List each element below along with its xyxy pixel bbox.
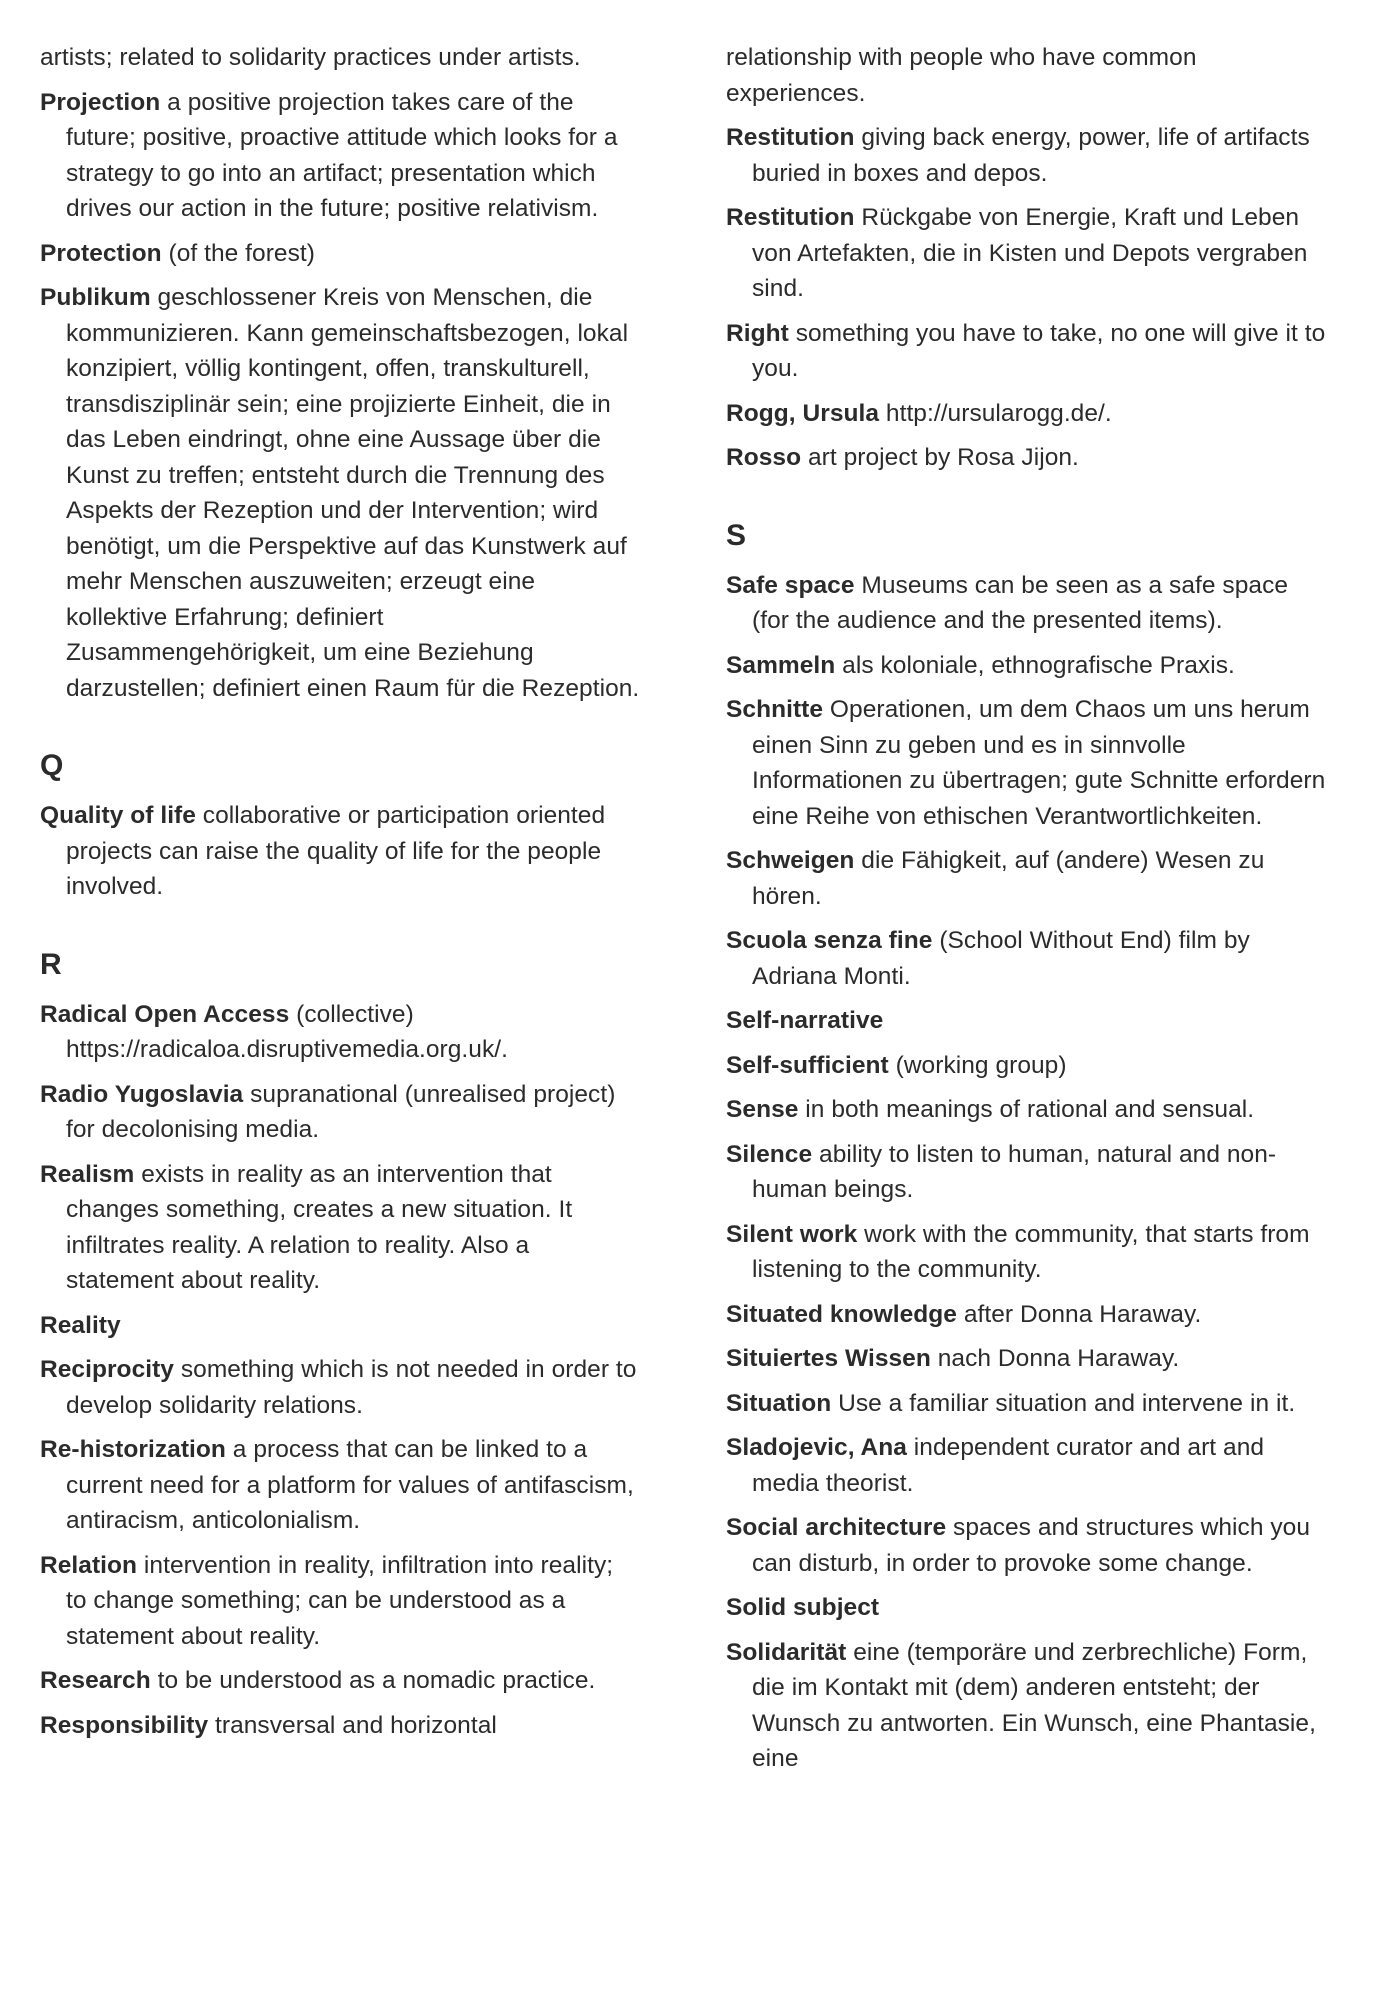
entry-term: Sammeln — [726, 651, 836, 679]
entry-term: Radical Open Access — [40, 1000, 290, 1028]
entry-definition: something you have to take, no one will give it to you. — [752, 319, 1326, 382]
entry-term: Radio Yugoslavia — [40, 1080, 244, 1108]
glossary-entry — [40, 85, 640, 227]
glossary-entry — [726, 1092, 1326, 1128]
entry-term: Reciprocity — [40, 1356, 174, 1383]
glossary-entry — [40, 236, 640, 272]
entry-term: Re-historization — [40, 1436, 226, 1463]
continuation-paragraph: relationship with people who have common experiences. — [726, 44, 1197, 107]
glossary-entry — [726, 568, 1326, 639]
entry-term: Rogg, Ursula — [726, 399, 880, 427]
entry-definition: http://ursularogg.de/. — [885, 399, 1112, 427]
entry-term: Safe space — [726, 571, 855, 599]
entry-term: Scuola senza fine — [726, 927, 933, 954]
glossary-entry — [726, 692, 1326, 834]
entry-definition: Museums can be seen as a safe space (for the audience and the presented items). — [752, 571, 1289, 634]
entry-term: Relation — [40, 1551, 138, 1579]
glossary-entry — [726, 1341, 1326, 1377]
entry-definition: (of the forest) — [168, 239, 315, 267]
entry-term: Solid subject — [726, 1594, 880, 1621]
glossary-entry — [726, 200, 1326, 307]
entry-definition: exists in reality as an intervention that changes something, creates a new situation. It infiltrates reality. A relation to reality. Also a statement about reality. — [66, 1160, 573, 1294]
entry-term: Situated knowledge — [726, 1300, 957, 1328]
glossary-entry — [40, 798, 640, 905]
right-column — [726, 40, 1326, 1786]
glossary-entry — [726, 1635, 1326, 1777]
entry-term: Sense — [726, 1096, 799, 1123]
glossary-entry — [726, 396, 1326, 432]
glossary-entry — [40, 1708, 640, 1744]
entry-definition: Rückgabe von Energie, Kraft und Leben von Artefakten, die in Kisten und Depots vergraben sind. — [752, 204, 1308, 302]
entry-definition: supranational (unrealised project) for decolonising media. — [66, 1080, 616, 1143]
entry-term: Reality — [40, 1311, 121, 1339]
entry-definition: spaces and structures which you can disturb, in order to provoke some change. — [752, 1514, 1311, 1577]
left-column — [40, 40, 640, 1752]
entry-term: Self-sufficient — [726, 1051, 889, 1079]
entry-definition: (School Without End) film by Adriana Monti. — [752, 927, 1250, 990]
entry-term: Silence — [726, 1140, 813, 1168]
entry-term: Situation — [726, 1389, 832, 1417]
glossary-entry — [40, 1663, 640, 1699]
entry-definition: to be understood as a nomadic practice. — [157, 1667, 596, 1694]
entry-definition: giving back energy, power, life of artifacts buried in boxes and depos. — [752, 124, 1310, 187]
entry-definition: work with the community, that starts from listening to the community. — [752, 1220, 1310, 1283]
entry-definition: independent curator and art and media theorist. — [752, 1434, 1265, 1497]
entry-term: Solidarität — [726, 1638, 847, 1666]
entry-definition: intervention in reality, infiltration into reality; to change something; can be understood as a statement about reality. — [66, 1551, 614, 1650]
entry-definition: art project by Rosa Jijon. — [808, 444, 1079, 471]
entry-definition: transversal and horizontal — [215, 1711, 497, 1739]
entry-term: Right — [726, 319, 789, 347]
entry-definition: Operationen, um dem Chaos um uns herum einen Sinn zu geben und es in sinnvolle Informationen zu übertragen; gute Schnitte erfordern eine Reihe von ethischen Verantwortlichkeiten. — [752, 696, 1326, 830]
glossary-entry — [726, 1430, 1326, 1501]
continuation-paragraph: artists; related to solidarity practices under artists. — [40, 44, 581, 71]
entry-term: Projection — [40, 88, 161, 116]
glossary-entry — [40, 280, 640, 706]
entry-term: Restitution — [726, 124, 855, 151]
glossary-entry — [726, 440, 1326, 476]
entry-term: Publikum — [40, 284, 151, 311]
entry-definition: (collective) https://radicaloa.disruptivemedia.org.uk/. — [66, 1000, 508, 1063]
glossary-entry — [726, 1003, 1326, 1039]
glossary-entry — [726, 1590, 1326, 1626]
entry-term: Silent work — [726, 1220, 858, 1248]
entry-term: Protection — [40, 239, 162, 267]
glossary-entry — [40, 1157, 640, 1299]
entry-term: Quality of life — [40, 802, 196, 829]
glossary-entry — [726, 1386, 1326, 1422]
glossary-entry — [726, 1137, 1326, 1208]
entry-definition: eine (temporäre und zerbrechliche) Form, die im Kontakt mit (dem) anderen entsteht; der Wunsch zu antworten. Ein Wunsch, eine Phantasie, eine — [752, 1638, 1316, 1772]
glossary-entry — [726, 1510, 1326, 1581]
entry-term: Schnitte — [726, 696, 824, 723]
two-column-layout — [40, 40, 1339, 1786]
entry-term: Rosso — [726, 444, 802, 471]
glossary-entry — [726, 1048, 1326, 1084]
glossary-entry — [40, 1548, 640, 1655]
entry-term: Restitution — [726, 204, 855, 231]
entry-definition: after Donna Haraway. — [963, 1300, 1202, 1328]
entry-term: Situiertes Wissen — [726, 1345, 931, 1372]
glossary-entry — [726, 316, 1326, 387]
glossary-entry — [726, 1217, 1326, 1288]
entry-definition: als koloniale, ethnografische Praxis. — [842, 651, 1235, 679]
glossary-entry — [726, 120, 1326, 191]
entry-definition: nach Donna Haraway. — [937, 1345, 1180, 1372]
entry-term: Responsibility — [40, 1711, 209, 1739]
entry-definition: something which is not needed in order to develop solidarity relations. — [66, 1356, 637, 1419]
glossary-entry — [726, 648, 1326, 684]
glossary-entry — [40, 1432, 640, 1539]
entry-term: Schweigen — [726, 847, 855, 874]
entry-definition: a positive projection takes care of the future; positive, proactive attitude which looks for a strategy to go into an artifact; presentation which drives our action in the future; positive relativism. — [66, 88, 618, 222]
entry-term: Social architecture — [726, 1514, 947, 1541]
entry-term: Realism — [40, 1160, 135, 1188]
glossary-entry — [726, 843, 1326, 914]
glossary-entry — [726, 923, 1326, 994]
entry-definition: (working group) — [895, 1051, 1067, 1079]
entry-definition: ability to listen to human, natural and non-human beings. — [752, 1140, 1277, 1203]
entry-definition: a process that can be linked to a current need for a platform for values of antifascism, antiracism, anticolonialism. — [66, 1436, 634, 1534]
entry-term: Research — [40, 1667, 151, 1694]
glossary-entry — [726, 1297, 1326, 1333]
entry-definition: Use a familiar situation and intervene in it. — [838, 1389, 1296, 1417]
letter-heading-q: Q — [40, 749, 64, 782]
entry-term: Self-narrative — [726, 1007, 884, 1034]
entry-definition: collaborative or participation oriented projects can raise the quality of life for the people involved. — [66, 802, 606, 900]
entry-definition: geschlossener Kreis von Menschen, die kommunizieren. Kann gemeinschaftsbezogen, lokal konzipiert, völlig kontingent, offen, transkulturell, transdisziplinär sein; eine projizierte Einheit, die in das Leben eindringt, ohne eine Aussage über die Kunst zu treffen; entsteht durch die Trennung des Aspekts der Rezeption und der Intervention; wird benötigt, um die Perspektive auf das Kunstwerk auf mehr Menschen auszuweiten; erzeugt eine kollektive Erfahrung; definiert Zusammengehörigkeit, um eine Beziehung darzustellen; definiert einen Raum für die Rezeption. — [66, 284, 640, 702]
entry-term: Sladojevic, Ana — [726, 1434, 907, 1461]
glossary-entry — [40, 1352, 640, 1423]
glossary-entry — [40, 1077, 640, 1148]
letter-heading-s: S — [726, 518, 747, 552]
entry-definition: in both meanings of rational and sensual. — [805, 1096, 1255, 1123]
glossary-entry — [40, 997, 640, 1068]
entry-definition: die Fähigkeit, auf (andere) Wesen zu hören. — [752, 847, 1265, 910]
letter-heading-r: R — [40, 947, 63, 981]
glossary-entry — [40, 1308, 640, 1344]
